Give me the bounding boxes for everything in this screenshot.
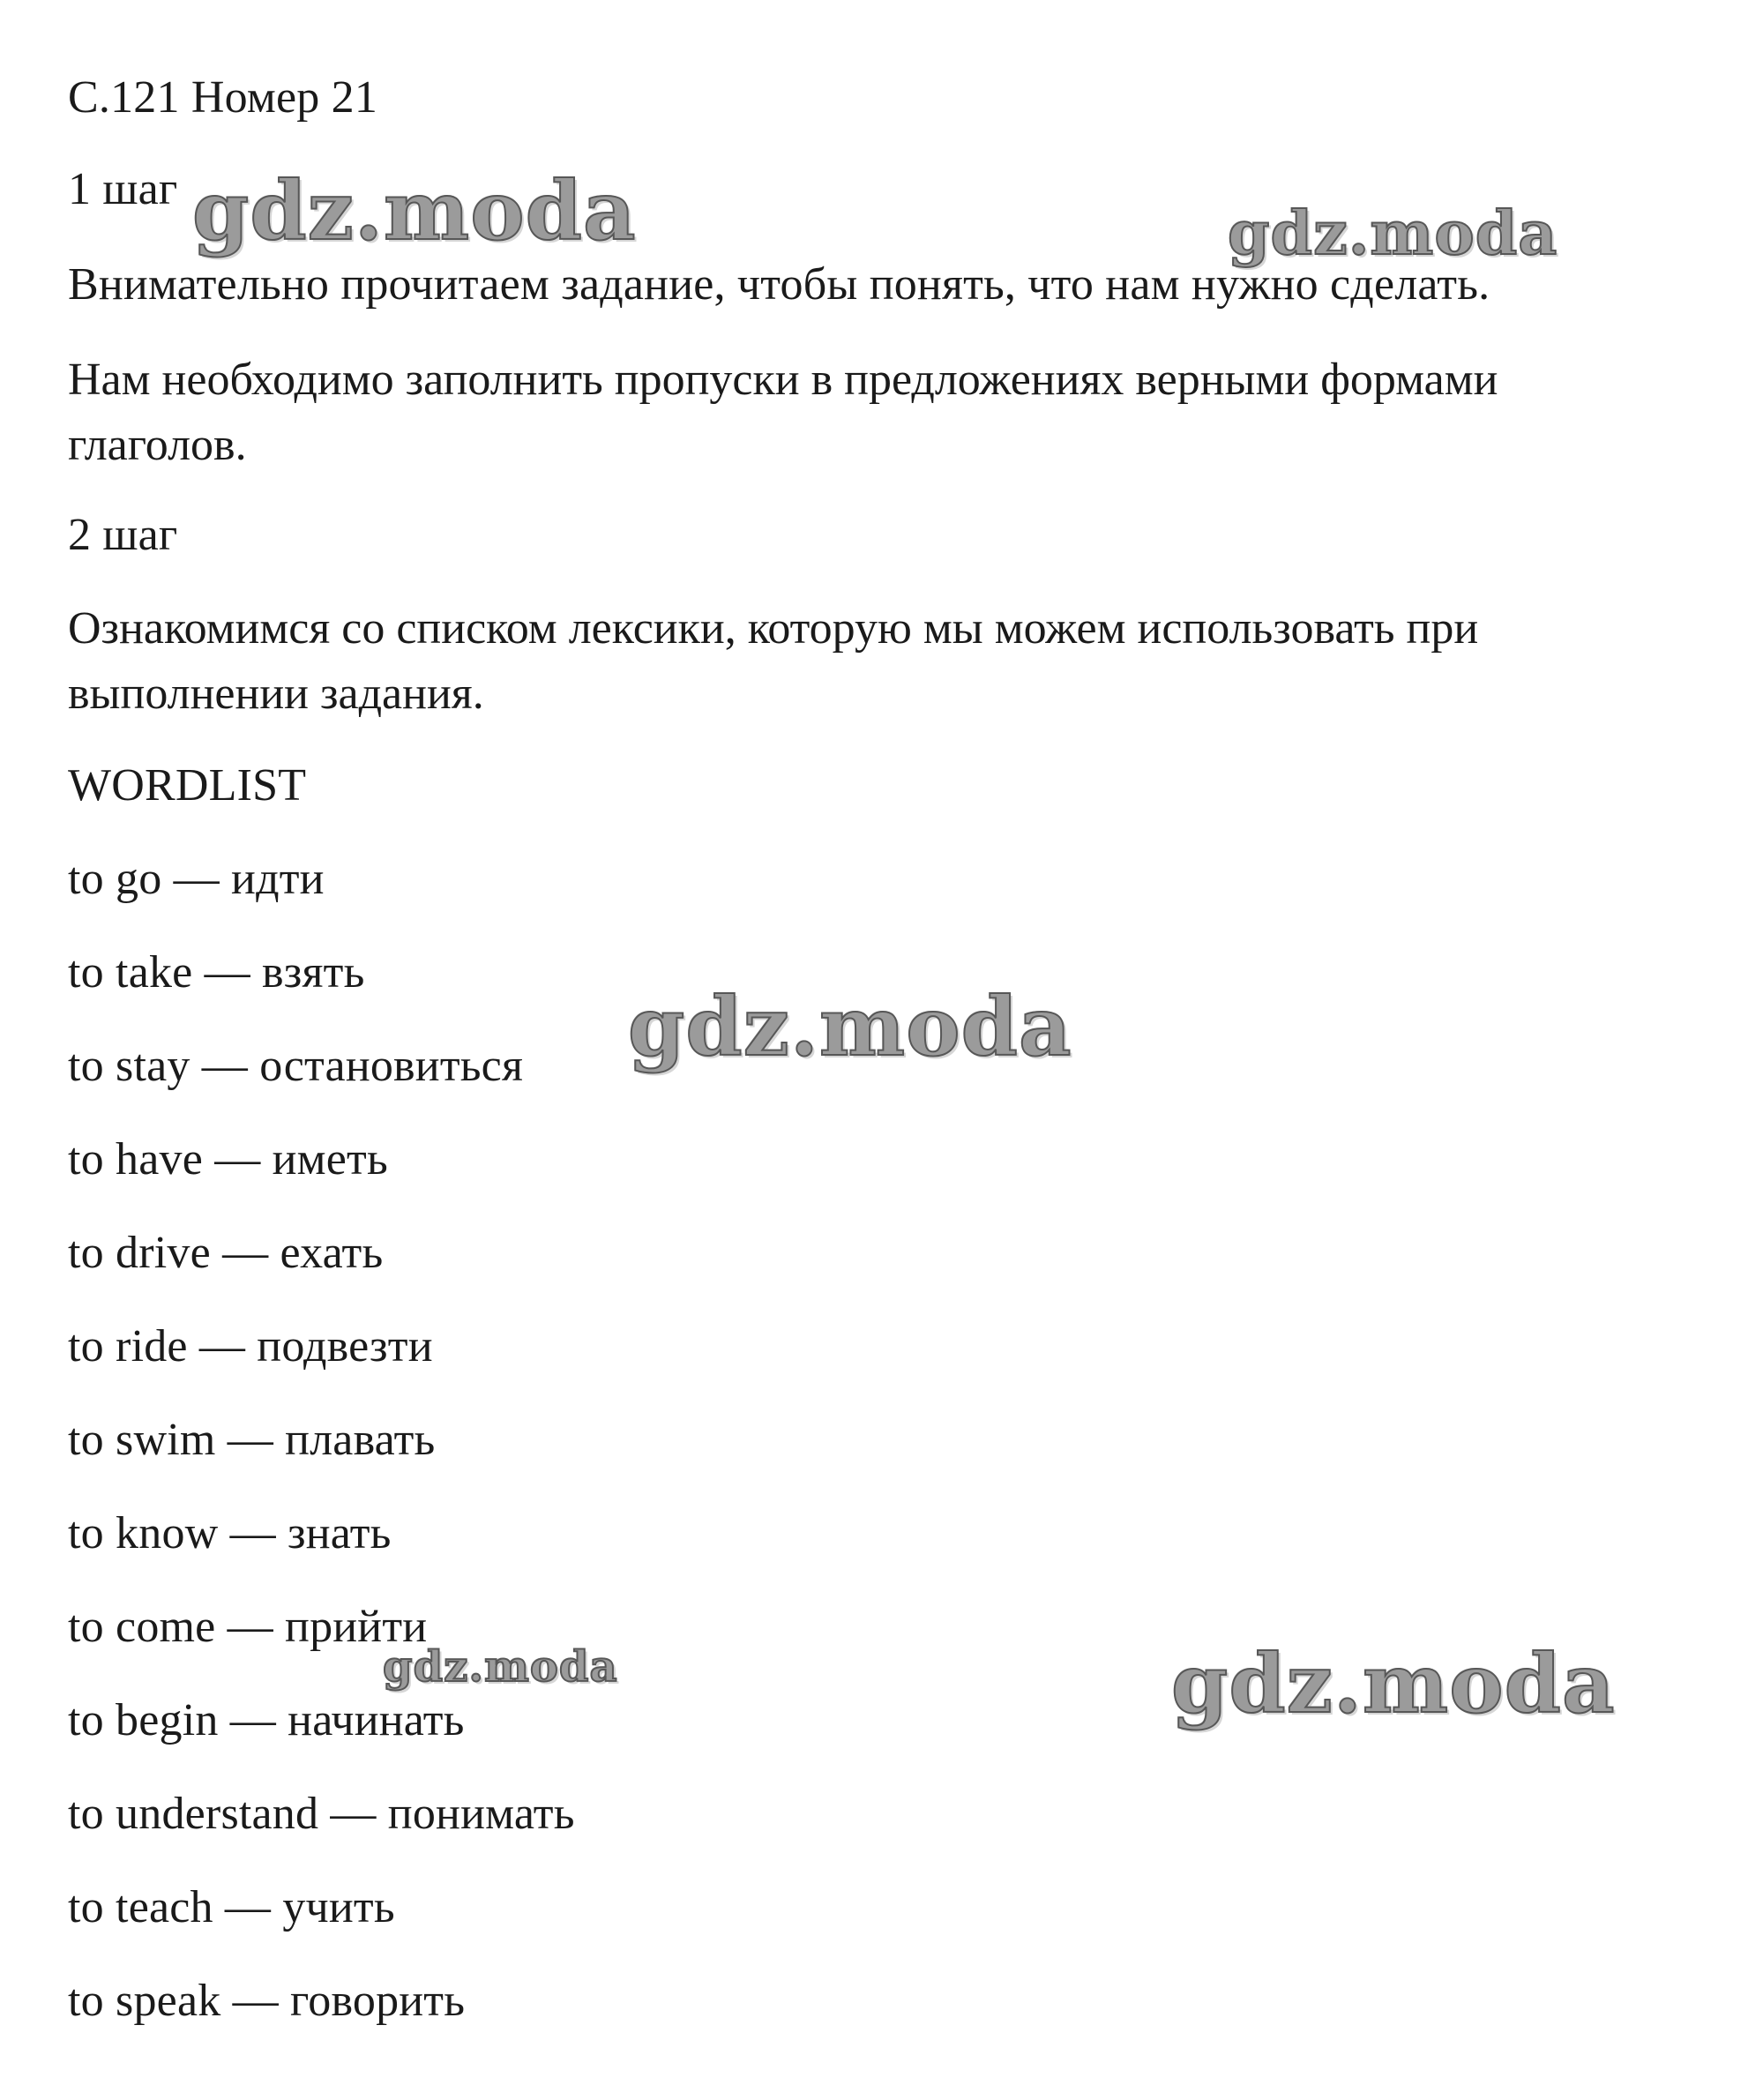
step2-paragraph-1-line-2: выполнении задания. bbox=[68, 669, 484, 719]
wordlist-item: to understand — понимать bbox=[68, 1789, 575, 1839]
step2-label: 2 шаг bbox=[68, 510, 178, 560]
step1-paragraph-2 bbox=[68, 348, 1708, 478]
watermark: gdz.moda bbox=[192, 163, 637, 258]
wordlist-item: to speak — говорить bbox=[68, 1976, 466, 2026]
wordlist-item: to have — иметь bbox=[68, 1134, 388, 1185]
page-header: С.121 Номер 21 bbox=[68, 72, 378, 123]
wordlist-item: to drive — ехать bbox=[68, 1228, 384, 1278]
step2-paragraph-1 bbox=[68, 596, 1708, 727]
step2-paragraph-1-line-1: Ознакомимся со списком лексики, которую мы можем использовать при bbox=[68, 603, 1479, 654]
step1-paragraph-2-line-1: Нам необходимо заполнить пропуски в предложениях верными формами bbox=[68, 355, 1498, 405]
step1-label: 1 шаг bbox=[68, 164, 178, 214]
wordlist-item: to take — взять bbox=[68, 947, 365, 998]
watermark: gdz.moda bbox=[383, 1642, 618, 1692]
step1-paragraph-1: Внимательно прочитаем задание, чтобы понять, что нам нужно сделать. bbox=[68, 259, 1490, 310]
wordlist-item: to ride — подвезти bbox=[68, 1321, 433, 1371]
watermark: gdz.moda bbox=[628, 979, 1072, 1074]
wordlist-item: to swim — плавать bbox=[68, 1415, 436, 1465]
wordlist-item: to go — идти bbox=[68, 854, 325, 904]
wordlist-item: to come — прийти bbox=[68, 1602, 428, 1652]
wordlist-item: to stay — остановиться bbox=[68, 1041, 524, 1091]
step1-paragraph-2-line-2: глаголов. bbox=[68, 420, 247, 470]
wordlist-title: WORDLIST bbox=[68, 760, 307, 811]
watermark: gdz.moda bbox=[1228, 198, 1558, 269]
wordlist-item: to begin — начинать bbox=[68, 1695, 465, 1745]
watermark: gdz.moda bbox=[1171, 1636, 1616, 1731]
wordlist-item: to teach — учить bbox=[68, 1882, 395, 1932]
wordlist-item: to know — знать bbox=[68, 1508, 392, 1558]
